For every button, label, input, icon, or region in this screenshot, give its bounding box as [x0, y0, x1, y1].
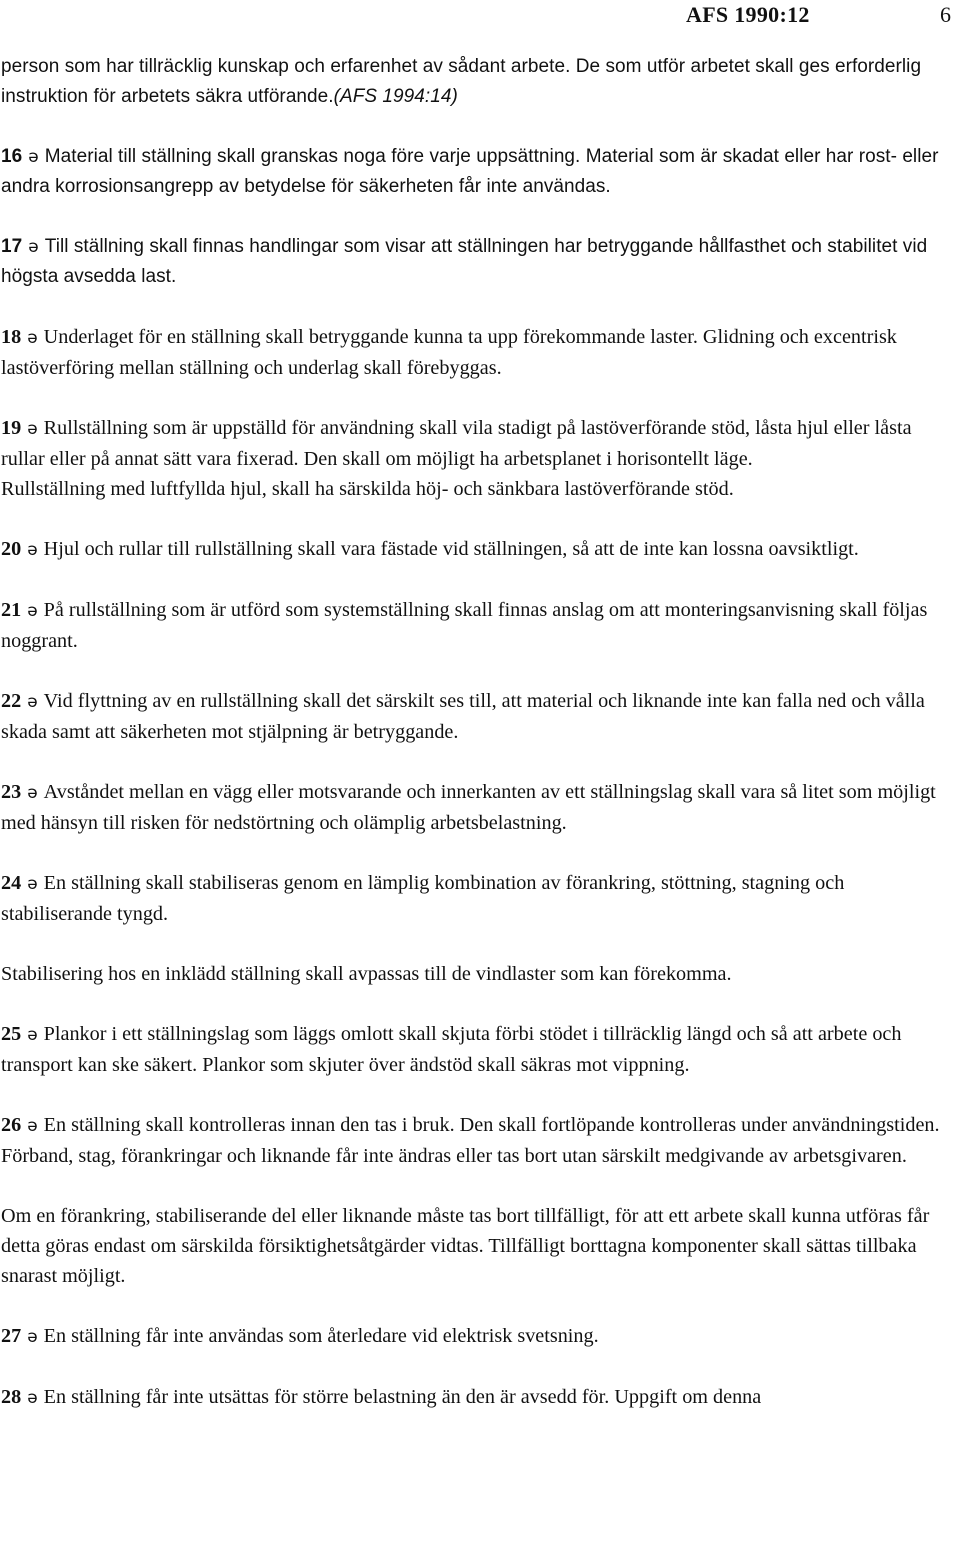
section-number: 22	[1, 690, 22, 712]
section-marker: ə	[27, 692, 38, 712]
section-24	[1, 868, 956, 929]
section-marker: ə	[27, 540, 38, 560]
section-number: 18	[1, 326, 22, 348]
document-body	[1, 52, 956, 1443]
section-21	[1, 595, 956, 656]
paragraph-text: person som har tillräcklig kunskap och erfarenhet av sådant arbete. De som utför arbetet skall ges erforderlig instruktion för arbetets säkra utförande.	[1, 56, 922, 107]
section-text: Rullställning med luftfyllda hjul, skall ha särskilda höj- och sänkbara lastöverförande stöd.	[1, 478, 734, 500]
section-text: På rullställning som är utförd som systemställning skall finnas anslag om att monteringsanvisning skall följas noggrant.	[1, 599, 928, 652]
section-marker: ə	[28, 147, 39, 167]
section-number: 19	[1, 417, 22, 439]
section-number: 23	[1, 781, 22, 803]
section-marker: ə	[27, 328, 38, 348]
section-number: 28	[1, 1386, 22, 1408]
section-number: 26	[1, 1114, 22, 1136]
section-number: 21	[1, 599, 22, 621]
section-marker: ə	[27, 1116, 38, 1136]
section-23	[1, 777, 956, 838]
section-text: En ställning skall stabiliseras genom en lämplig kombination av förankring, stöttning, stagning och stabiliserande tyngd.	[1, 872, 845, 925]
section-text: Plankor i ett ställningslag som läggs omlott skall skjuta förbi stödet i tillräcklig längd och så att arbete och transport kan ske säkert. Plankor som skjuter över ändstöd skall säkras mot vippning.	[1, 1023, 902, 1076]
section-text: Material till ställning skall granskas noga före varje uppsättning. Material som är skadat eller har rost- eller andra korrosionsangrepp av betydelse för säkerheten får inte användas.	[1, 146, 939, 197]
section-marker: ə	[27, 1388, 38, 1408]
section-text: En ställning får inte utsättas för större belastning än den är avsedd för. Uppgift om denna	[43, 1386, 762, 1408]
section-22	[1, 686, 956, 747]
section-number: 25	[1, 1023, 22, 1045]
document-id: AFS 1990:12	[686, 2, 810, 27]
section-20	[1, 534, 956, 565]
section-19	[1, 413, 956, 474]
section-marker: ə	[27, 419, 38, 439]
section-marker: ə	[27, 1025, 38, 1045]
section-text: Till ställning skall finnas handlingar som visar att ställningen har betryggande hållfasthet och stabilitet vid högsta avsedda last.	[1, 236, 928, 287]
section-marker: ə	[28, 237, 39, 257]
section-text: Rullställning som är uppställd för användning skall vila stadigt på lastöverförande stöd, låsta hjul eller låsta rullar eller på annat sätt vara fixerad. Den skall om möjligt ha arbetsplanet i horisontellt läge.	[1, 417, 912, 470]
section-marker: ə	[27, 783, 38, 803]
section-number: 17	[1, 236, 23, 257]
section-25	[1, 1019, 956, 1080]
amendment-reference: (AFS 1994:14)	[333, 86, 458, 107]
section-number: 20	[1, 538, 22, 560]
section-text: En ställning skall kontrolleras innan den tas i bruk. Den skall fortlöpande kontrolleras under användningstiden. Förband, stag, förankringar och liknande får inte ändras eller tas bort utan särskilt medgivande av arbetsgivaren.	[1, 1114, 940, 1167]
section-marker: ə	[27, 1327, 38, 1347]
section-17	[1, 232, 956, 292]
section-24-paragraph	[1, 959, 956, 989]
section-text: Underlaget för en ställning skall betryggande kunna ta upp förekommande laster. Glidning och excentrisk lastöverföring mellan ställning och underlag skall förebyggas.	[1, 326, 897, 379]
section-26-paragraph	[1, 1201, 956, 1291]
page-number: 6	[940, 2, 951, 27]
section-28	[1, 1382, 956, 1413]
section-27	[1, 1321, 956, 1352]
section-text: Hjul och rullar till rullställning skall vara fästade vid ställningen, så att de inte kan lossna oavsiktligt.	[43, 538, 859, 560]
paragraph-continuation	[1, 52, 956, 112]
page-header	[0, 0, 960, 32]
section-text: En ställning får inte användas som återledare vid elektrisk svetsning.	[43, 1325, 599, 1347]
section-number: 27	[1, 1325, 22, 1347]
section-marker: ə	[27, 874, 38, 894]
section-18	[1, 322, 956, 383]
section-16	[1, 142, 956, 202]
section-number: 16	[1, 146, 23, 167]
section-text: Avståndet mellan en vägg eller motsvarande och innerkanten av ett ställningslag skall vara så litet som möjligt med hänsyn till risken för nedstörtning och olämplig arbetsbelastning.	[1, 781, 936, 834]
section-26	[1, 1110, 956, 1171]
section-19-continuation	[1, 474, 956, 504]
section-text: Stabilisering hos en inklädd ställning skall avpassas till de vindlaster som kan förekomma.	[1, 963, 732, 985]
section-text: Om en förankring, stabiliserande del eller liknande måste tas bort tillfälligt, för att ett arbete skall kunna utföras får detta göras endast om särskilda försiktighetsåtgärder vidtas. Tillfälligt borttagna komponenter skall sättas tillbaka snarast möjligt.	[1, 1205, 930, 1287]
section-text: Vid flyttning av en rullställning skall det särskilt ses till, att material och liknande inte kan falla ned och vålla skada samt att säkerheten mot stjälpning är betryggande.	[1, 690, 925, 743]
section-marker: ə	[27, 601, 38, 621]
section-number: 24	[1, 872, 22, 894]
